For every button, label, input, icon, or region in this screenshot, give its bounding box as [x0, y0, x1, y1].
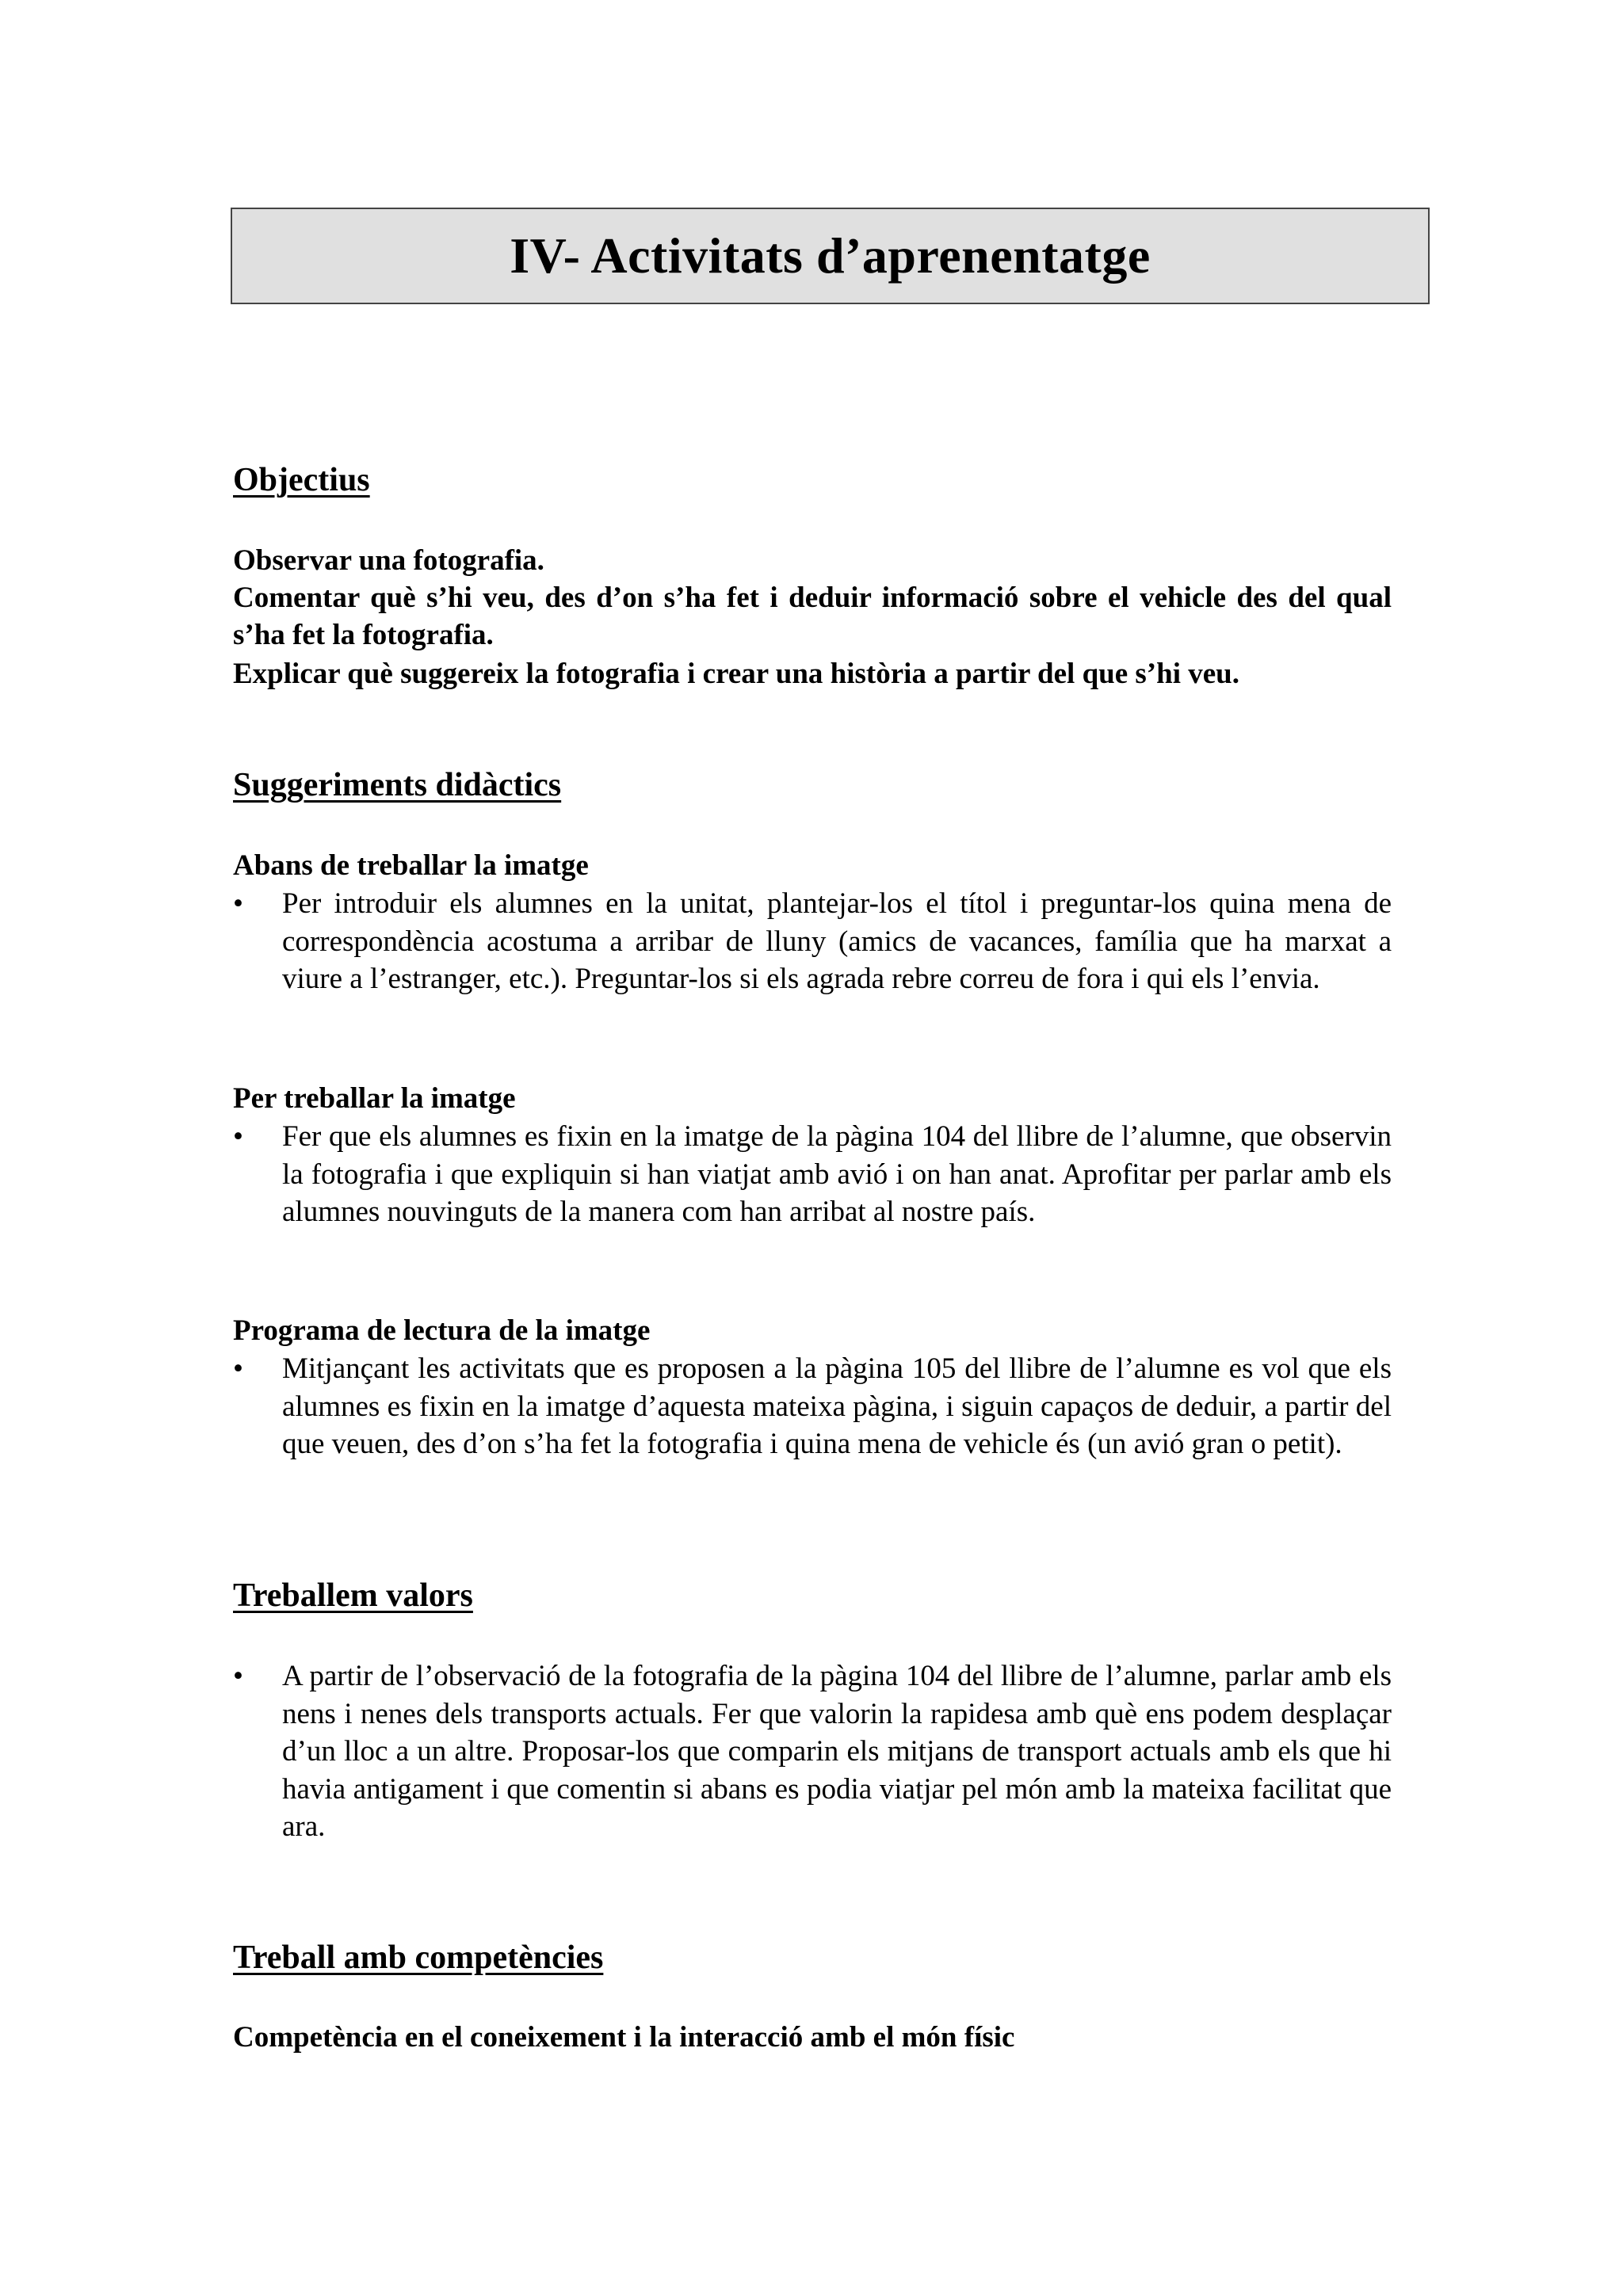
bullet-icon: • — [233, 887, 243, 920]
subheading-programa: Programa de lectura de la imatge — [233, 1314, 651, 1347]
heading-suggeriments: Suggeriments didàctics — [233, 767, 562, 803]
objective-line-3: Explicar què suggereix la fotografia i crear una història a partir del que s’hi veu. — [233, 658, 1239, 690]
heading-valors: Treballem valors — [233, 1577, 473, 1614]
list-item — [233, 1657, 1392, 1846]
bullet-icon: • — [233, 1120, 243, 1153]
bullet-text: Mitjançant les activitats que es proposen a la pàgina 105 del llibre de l’alumne es vol que els alumnes es fixin en la imatge d’aquesta mateixa pàgina, i siguin capaços de deduir, a partir del que veuen, des d’on s’ha fet la fotografia i quina mena de vehicle és (un avió gran o petit). — [282, 1352, 1392, 1460]
subheading-competencia: Competència en el coneixement i la interacció amb el món físic — [233, 2021, 1015, 2054]
bullet-text: Fer que els alumnes es fixin en la imatge de la pàgina 104 del llibre de l’alumne, que observin la fotografia i que expliquin si han viatjat amb avió i on han anat. Aprofitar per parlar amb els alumnes nouvinguts de la manera com han arribat al nostre país. — [282, 1120, 1392, 1228]
page-title: IV- Activitats d’aprenentatge — [510, 227, 1151, 284]
heading-objectius: Objectius — [233, 462, 370, 498]
bullet-icon: • — [233, 1660, 243, 1692]
list-item — [233, 885, 1392, 998]
bullet-text: A partir de l’observació de la fotografia de la pàgina 104 del llibre de l’alumne, parlar amb els nens i nenes dels transports actuals. Fer que valorin la rapidesa amb què ens podem desplaçar d’un lloc a un altre. Proposar-los que comparin els mitjans de transport actuals amb els que hi havia antigament i que comentin si abans es podia viatjar pel món amb la mateixa facilitat que ara. — [282, 1660, 1392, 1843]
list-item — [233, 1350, 1392, 1463]
objective-line-2: Comentar què s’hi veu, des d’on s’ha fet i deduir informació sobre el vehicle des del qual s’ha fet la fotografia. — [233, 582, 1392, 651]
list-item — [233, 1118, 1392, 1231]
heading-competencies: Treball amb competències — [233, 1939, 604, 1976]
title-box — [231, 208, 1430, 304]
bullet-text: Per introduir els alumnes en la unitat, plantejar-los el títol i preguntar-los quina mena de correspondència acostuma a arribar de lluny (amics de vacances, família que ha marxat a viure a l’estranger, etc.). Preguntar-los si els agrada rebre correu de fora i qui els l’envia. — [282, 887, 1392, 995]
objective-line-1: Observar una fotografia. — [233, 544, 544, 577]
subheading-abans: Abans de treballar la imatge — [233, 849, 589, 882]
bullet-icon: • — [233, 1352, 243, 1385]
subheading-per-treballar: Per treballar la imatge — [233, 1082, 516, 1115]
